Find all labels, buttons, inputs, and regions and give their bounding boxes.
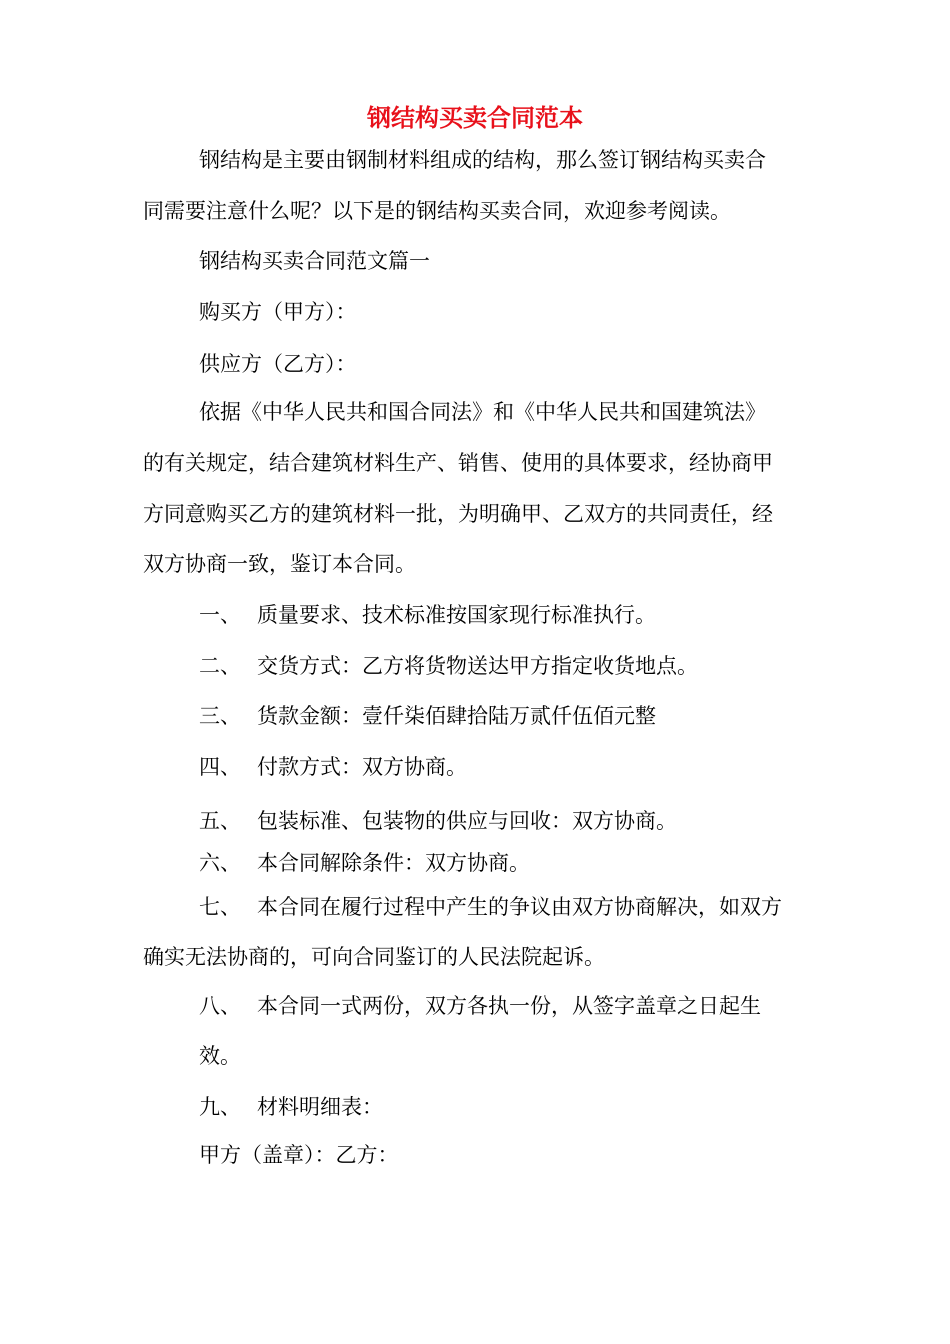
clause-text: 本合同解除条件：双方协商。 [257, 851, 530, 875]
clause-7-continuation: 确实无法协商的，可向合同鉴订的人民法院起诉。 [143, 945, 605, 969]
intro-line-2: 同需要注意什么呢？以下是的钢结构买卖合同，欢迎参考阅读。 [143, 199, 731, 223]
clause-number: 二、 [199, 654, 241, 678]
clause-text: 包装标准、包装物的供应与回收：双方协商。 [257, 809, 677, 833]
clause-number: 九、 [199, 1095, 241, 1119]
clause-8 [199, 992, 761, 1020]
clause-number: 四、 [199, 755, 241, 779]
clause-3 [199, 702, 656, 730]
preamble-line-4: 双方协商一致，鉴订本合同。 [143, 552, 416, 576]
clause-text: 付款方式：双方协商。 [257, 755, 467, 779]
clause-text: 材料明细表： [257, 1095, 383, 1119]
clause-number: 八、 [199, 994, 241, 1018]
clause-number: 一、 [199, 603, 241, 627]
clause-6 [199, 849, 530, 877]
clause-number: 五、 [199, 809, 241, 833]
clause-text: 本合同在履行过程中产生的争议由双方协商解决，如双方 [257, 895, 782, 919]
signature-line: 甲方（盖章）：乙方： [199, 1143, 399, 1167]
clause-2 [199, 652, 698, 680]
clause-number: 七、 [199, 895, 241, 919]
document-title: 钢结构买卖合同范本 [367, 103, 583, 132]
preamble-line-1: 依据《中华人民共和国合同法》和《中华人民共和国建筑法》 [199, 400, 766, 424]
clause-text: 质量要求、技术标准按国家现行标准执行。 [257, 603, 656, 627]
clause-5 [199, 807, 677, 835]
clause-number: 三、 [199, 704, 241, 728]
buyer-line: 购买方（甲方）： [199, 300, 357, 324]
clause-text: 货款金额：壹仟柒佰肆拾陆万贰仟伍佰元整 [257, 704, 656, 728]
clause-7 [199, 893, 782, 921]
clause-8-continuation: 效。 [199, 1044, 241, 1068]
clause-text: 交货方式：乙方将货物送达甲方指定收货地点。 [257, 654, 698, 678]
preamble-line-2: 的有关规定，结合建筑材料生产、销售、使用的具体要求，经协商甲 [143, 451, 773, 475]
clause-text: 本合同一式两份，双方各执一份，从签字盖章之日起生 [257, 994, 761, 1018]
clause-number: 六、 [199, 851, 241, 875]
clause-9 [199, 1093, 383, 1121]
clause-4 [199, 753, 467, 781]
intro-line-1: 钢结构是主要由钢制材料组成的结构，那么签订钢结构买卖合 [199, 148, 766, 172]
supplier-line: 供应方（乙方）： [199, 352, 357, 376]
clause-1 [199, 601, 656, 629]
preamble-line-3: 方同意购买乙方的建筑材料一批，为明确甲、乙双方的共同责任，经 [143, 502, 773, 526]
section-heading: 钢结构买卖合同范文篇一 [199, 249, 430, 273]
